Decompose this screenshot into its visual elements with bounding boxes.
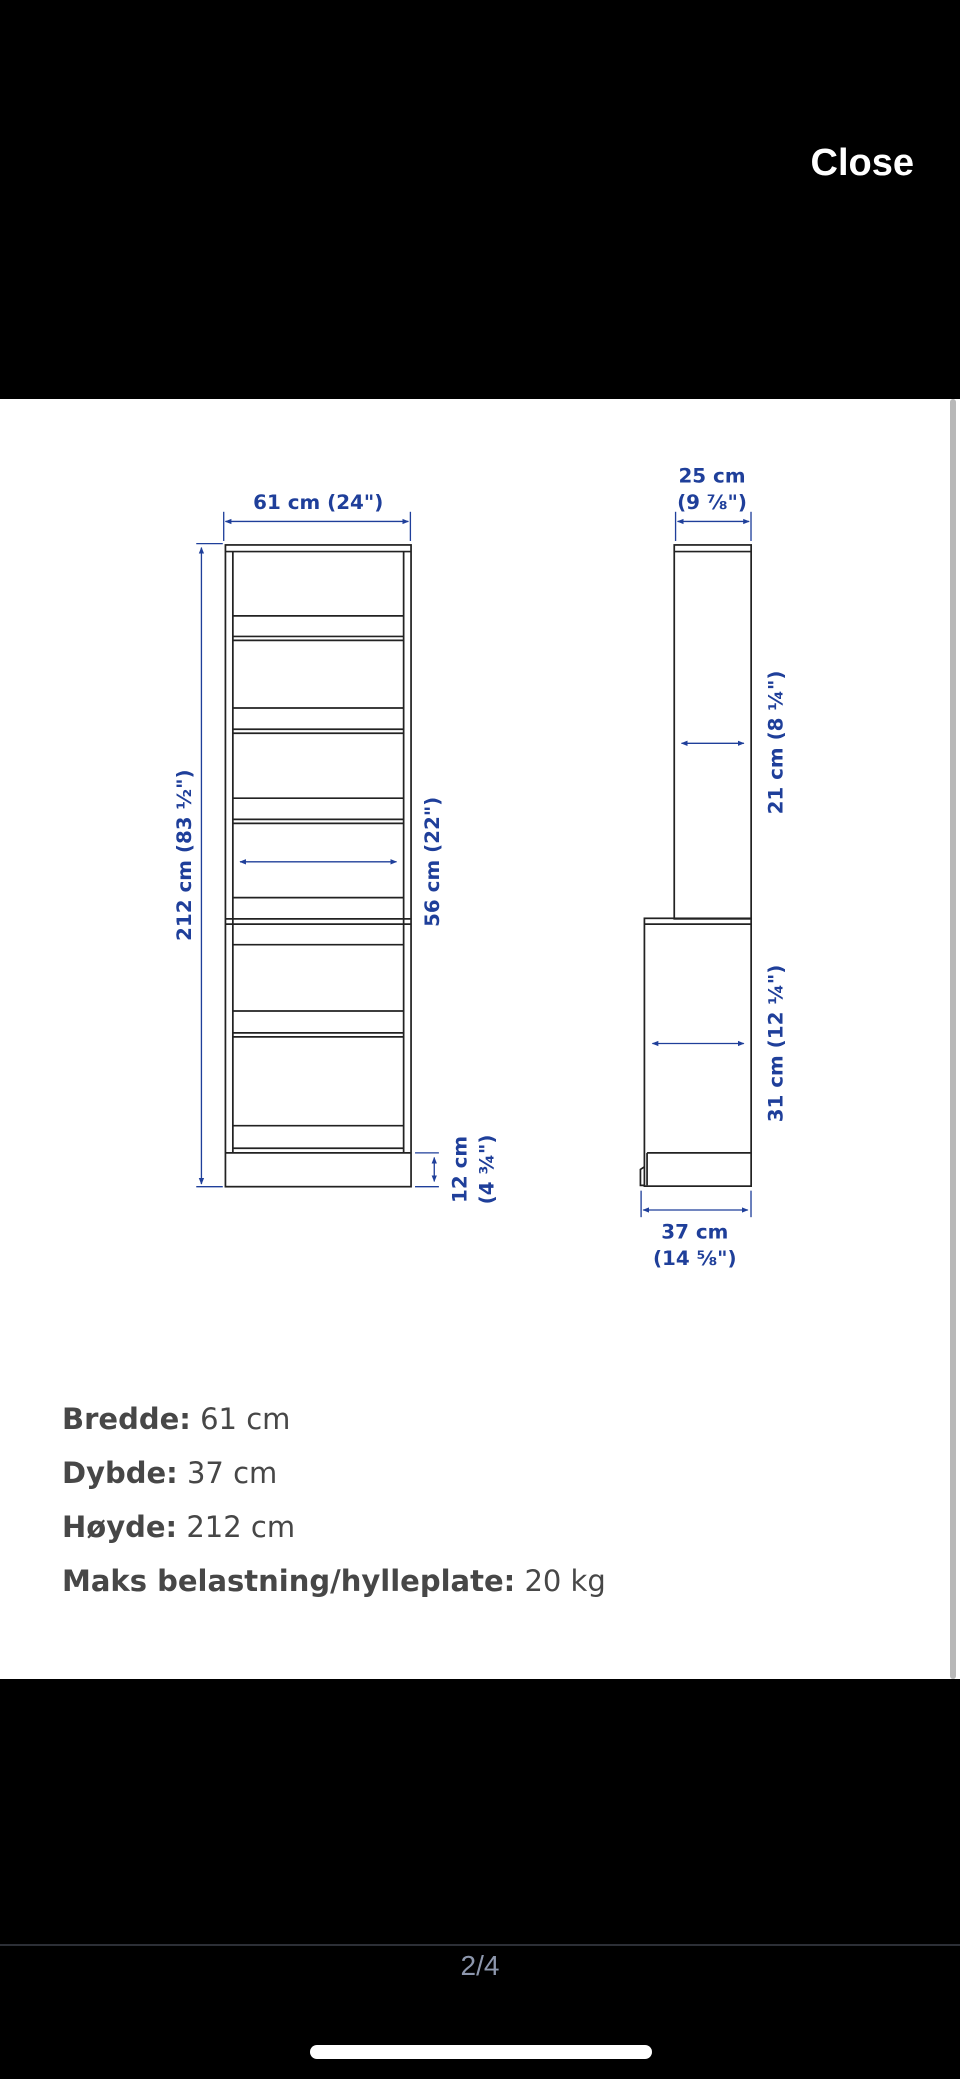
home-indicator[interactable]: [310, 2045, 652, 2059]
spec-label: Maks belastning/hylleplate:: [62, 1564, 516, 1598]
spec-label: Bredde:: [62, 1402, 191, 1436]
side-view: [640, 545, 751, 1186]
spec-value: 20 kg: [524, 1564, 606, 1598]
plinth-height-label: 12 cm: [448, 1135, 472, 1203]
side-top-depth-inch-label: (9 ⅞"): [677, 491, 747, 515]
close-button[interactable]: Close: [810, 142, 914, 184]
spec-value: 212 cm: [186, 1510, 296, 1544]
spec-label: Dybde:: [62, 1456, 178, 1490]
spec-value: 37 cm: [186, 1456, 278, 1490]
side-top-depth-label: 25 cm: [678, 464, 746, 488]
spec-depth: [62, 1446, 606, 1500]
lower-shelf-depth-label: 31 cm (12 ¼"): [764, 964, 788, 1123]
spec-max-load: [62, 1554, 606, 1608]
spec-width: [62, 1392, 606, 1446]
side-dimensions: [641, 512, 751, 1217]
inner-width-label: 56 cm (22"): [420, 796, 444, 927]
spec-label: Høyde:: [62, 1510, 178, 1544]
front-width-label: 61 cm (24"): [253, 491, 384, 515]
divider: [0, 1944, 960, 1946]
spec-value: 61 cm: [200, 1402, 291, 1436]
upper-shelf-depth-label: 21 cm (8 ¼"): [764, 670, 788, 815]
front-height-label: 212 cm (83 ½"): [172, 769, 196, 941]
front-view: [225, 545, 411, 1187]
spec-height: [62, 1500, 606, 1554]
page-indicator: 2/4: [460, 1950, 500, 1981]
side-bottom-depth-label: 37 cm: [661, 1220, 729, 1244]
plinth-height-inch-label: (4 ¾"): [475, 1134, 499, 1205]
specifications: [62, 1392, 606, 1608]
side-bottom-depth-inch-label: (14 ⅝"): [652, 1246, 737, 1270]
